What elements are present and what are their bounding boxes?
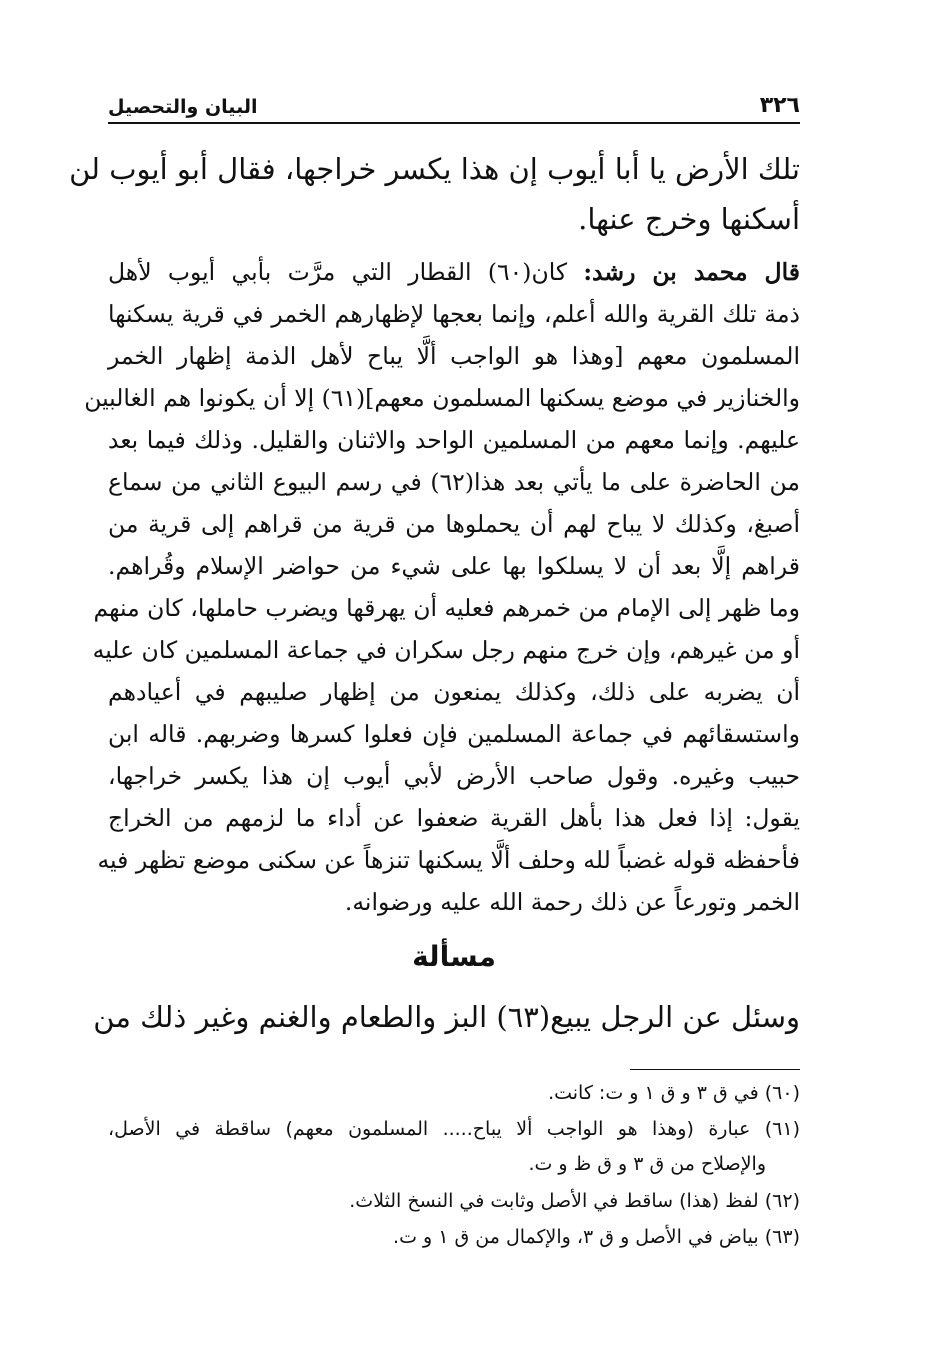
commentary-line: حبيب وغيره. وقول صاحب الأرض لأبي أيوب إن هذا يكسر خراجها، (108, 762, 800, 790)
commentary-line: ذمة تلك القرية والله أعلم، وإنما بعجها لإظهارهم الخمر في قرية يسكنها (108, 300, 800, 328)
commentary-line: أن يضربه على ذلك، وكذلك يمنعون من إظهار صليبهم في أعيادهم (108, 678, 800, 706)
commentary-line: واستسقائهم في جماعة المسلمين فإن فعلوا كسرها وضربهم. قاله ابن (108, 720, 800, 748)
commentary-line: قراهم إلَّا بعد أن لا يسلكوا بها على شيء من حواضر الإسلام وقُراهم. (108, 552, 800, 580)
commentary-line: عليهم. وإنما معهم من المسلمين الواحد والاثنان والقليل. وذلك فيما بعد (108, 426, 800, 454)
footnote-divider (630, 1069, 800, 1070)
commentary-text: كان(٦٠) القطار التي مرَّت بأبي أيوب لأهل (108, 258, 568, 286)
commentary-line: فأحفظه قوله غضباً لله وحلف ألَّا يسكنها تنزهاً عن سكنى موضع تظهر فيه (97, 846, 800, 874)
commentary-first-line (108, 258, 800, 286)
footnote-continuation: والإصلاح من ق ٣ و ق ظ و ت. (528, 1153, 766, 1175)
commentary-line: الخمر وتورعاً عن ذلك رحمة الله عليه ورضوانه. (344, 888, 800, 916)
footnote: (٦٢) لفظ (هذا) ساقط في الأصل وثابت في النسخ الثلاث. (349, 1190, 800, 1212)
speaker-label: قال محمد بن رشد: (583, 258, 800, 286)
commentary-line: أصبغ، وكذلك لا يباح لهم أن يحملوها من قرية من قراهم إلى قرية من (108, 510, 800, 538)
intro-line: أسكنها وخرج عنها. (578, 202, 800, 236)
page-header (108, 88, 800, 124)
page-number: ٣٢٦ (759, 93, 800, 118)
footnote: (٦١) عبارة (وهذا هو الواجب ألا يباح..... المسلمون معهم) ساقطة في الأصل، (108, 1118, 800, 1140)
commentary-line: يقول: إذا فعل هذا بأهل القرية ضعفوا عن أداء ما لزمهم من الخراج (108, 804, 800, 832)
commentary-line: المسلمون معهم [وهذا هو الواجب ألَّا يباح لأهل الذمة إظهار الخمر (108, 342, 800, 370)
section-first-line: وسئل عن الرجل يبيع(٦٣) البز والطعام والغنم وغير ذلك من (93, 1000, 800, 1034)
section-heading: مسألة (412, 940, 496, 973)
commentary-line: أو من غيرهم، وإن خرج منهم رجل سكران في جماعة المسلمين كان عليه (92, 636, 800, 664)
commentary-line: من الحاضرة على ما يأتي بعد هذا(٦٢) في رسم البيوع الثاني من سماع (108, 468, 800, 496)
commentary-line: وما ظهر إلى الإمام من خمرهم فعليه أن يهرقها ويضرب حاملها، كان منهم (93, 594, 800, 622)
footnote: (٦٠) في ق ٣ و ق ١ و ت: كانت. (548, 1082, 800, 1104)
commentary-line: والخنازير في موضع يسكنها المسلمون معهم](٦١) إلا أن يكونوا هم الغالبين (84, 384, 800, 412)
footnote: (٦٣) بياض في الأصل و ق ٣، والإكمال من ق ١ و ت. (393, 1226, 800, 1248)
running-title: البيان والتحصيل (108, 96, 258, 118)
intro-line: تلك الأرض يا أبا أيوب إن هذا يكسر خراجها، فقال أبو أيوب لن (69, 152, 800, 186)
